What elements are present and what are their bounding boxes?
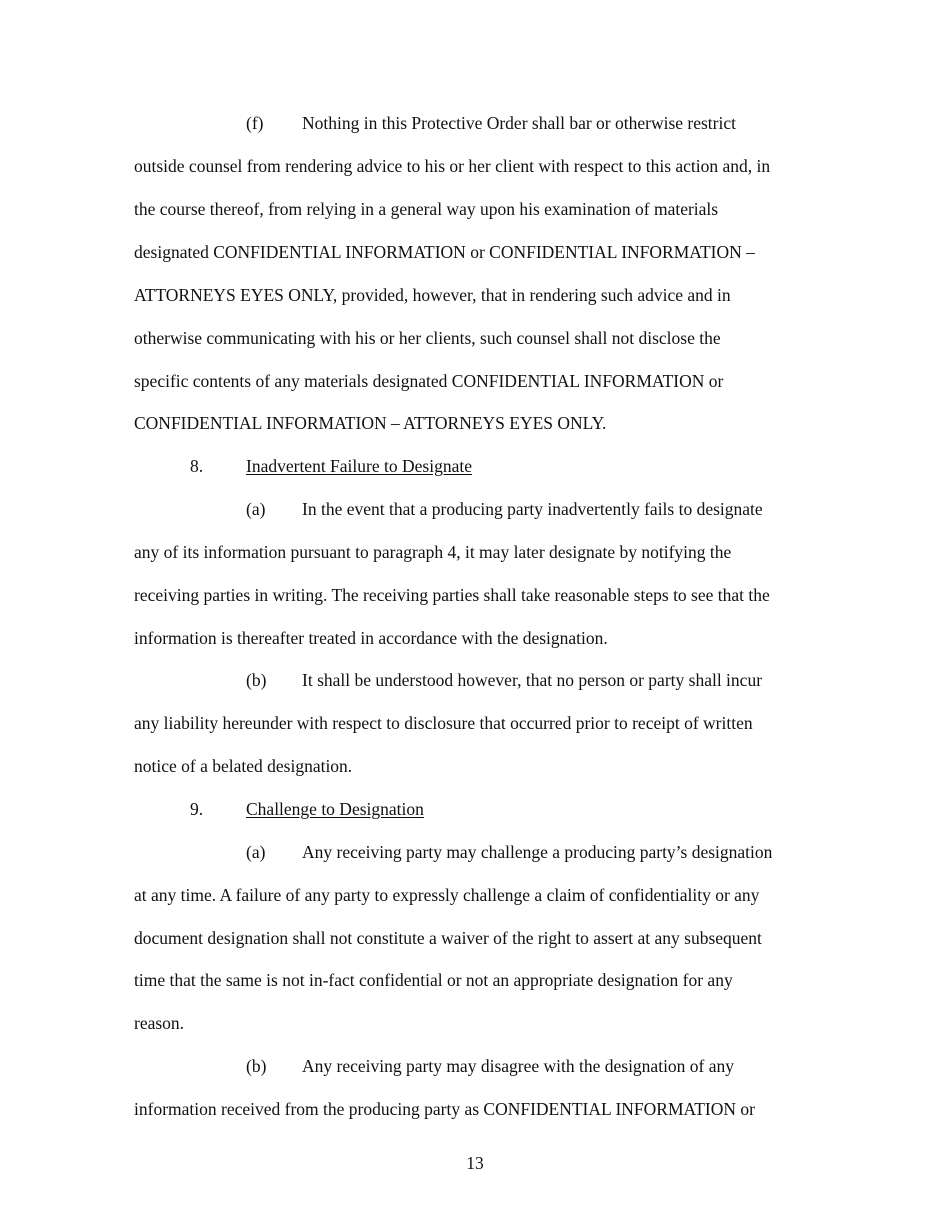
paragraph-label: (b) [246, 1056, 267, 1076]
paragraph-label: (a) [246, 499, 266, 519]
text-line: reason. [134, 1013, 185, 1033]
paragraph-label: (b) [246, 670, 267, 690]
text-line: information is thereafter treated in accordance with the designation. [134, 628, 608, 648]
text-line: any of its information pursuant to paragraph 4, it may later designate by notifying the [134, 542, 732, 562]
section-heading: Inadvertent Failure to Designate [246, 456, 472, 476]
text-line: at any time. A failure of any party to expressly challenge a claim of confidentiality or any [134, 885, 760, 905]
text-line: information received from the producing party as CONFIDENTIAL INFORMATION or [134, 1099, 755, 1119]
text-line: document designation shall not constitute a waiver of the right to assert at any subsequent [134, 928, 762, 948]
text-line: otherwise communicating with his or her clients, such counsel shall not disclose the [134, 328, 721, 348]
text-line: Any receiving party may challenge a producing party’s designation [302, 842, 773, 862]
section-heading: Challenge to Designation [246, 799, 424, 819]
text-line: Any receiving party may disagree with the designation of any [302, 1056, 735, 1076]
section-number: 9. [190, 799, 204, 819]
paragraph-label: (a) [246, 842, 266, 862]
text-line: receiving parties in writing. The receiving parties shall take reasonable steps to see that the [134, 585, 770, 605]
section-number: 8. [190, 456, 204, 476]
page-number: 13 [466, 1153, 484, 1173]
text-line: ATTORNEYS EYES ONLY, provided, however, that in rendering such advice and in [134, 285, 731, 305]
text-line: It shall be understood however, that no person or party shall incur [302, 670, 763, 690]
text-line: the course thereof, from relying in a general way upon his examination of materials [134, 199, 719, 219]
text-line: Nothing in this Protective Order shall bar or otherwise restrict [302, 113, 736, 133]
text-line: In the event that a producing party inadvertently fails to designate [302, 499, 763, 519]
text-line: specific contents of any materials designated CONFIDENTIAL INFORMATION or [134, 371, 724, 391]
text-line: designated CONFIDENTIAL INFORMATION or CONFIDENTIAL INFORMATION – [134, 242, 755, 262]
text-line: any liability hereunder with respect to disclosure that occurred prior to receipt of written [134, 713, 753, 733]
text-line: time that the same is not in-fact confidential or not an appropriate designation for any [134, 970, 733, 990]
paragraph-label: (f) [246, 113, 264, 133]
text-line: CONFIDENTIAL INFORMATION – ATTORNEYS EYES ONLY. [134, 413, 607, 433]
text-line: outside counsel from rendering advice to his or her client with respect to this action and, in [134, 156, 771, 176]
text-line: notice of a belated designation. [134, 756, 353, 776]
